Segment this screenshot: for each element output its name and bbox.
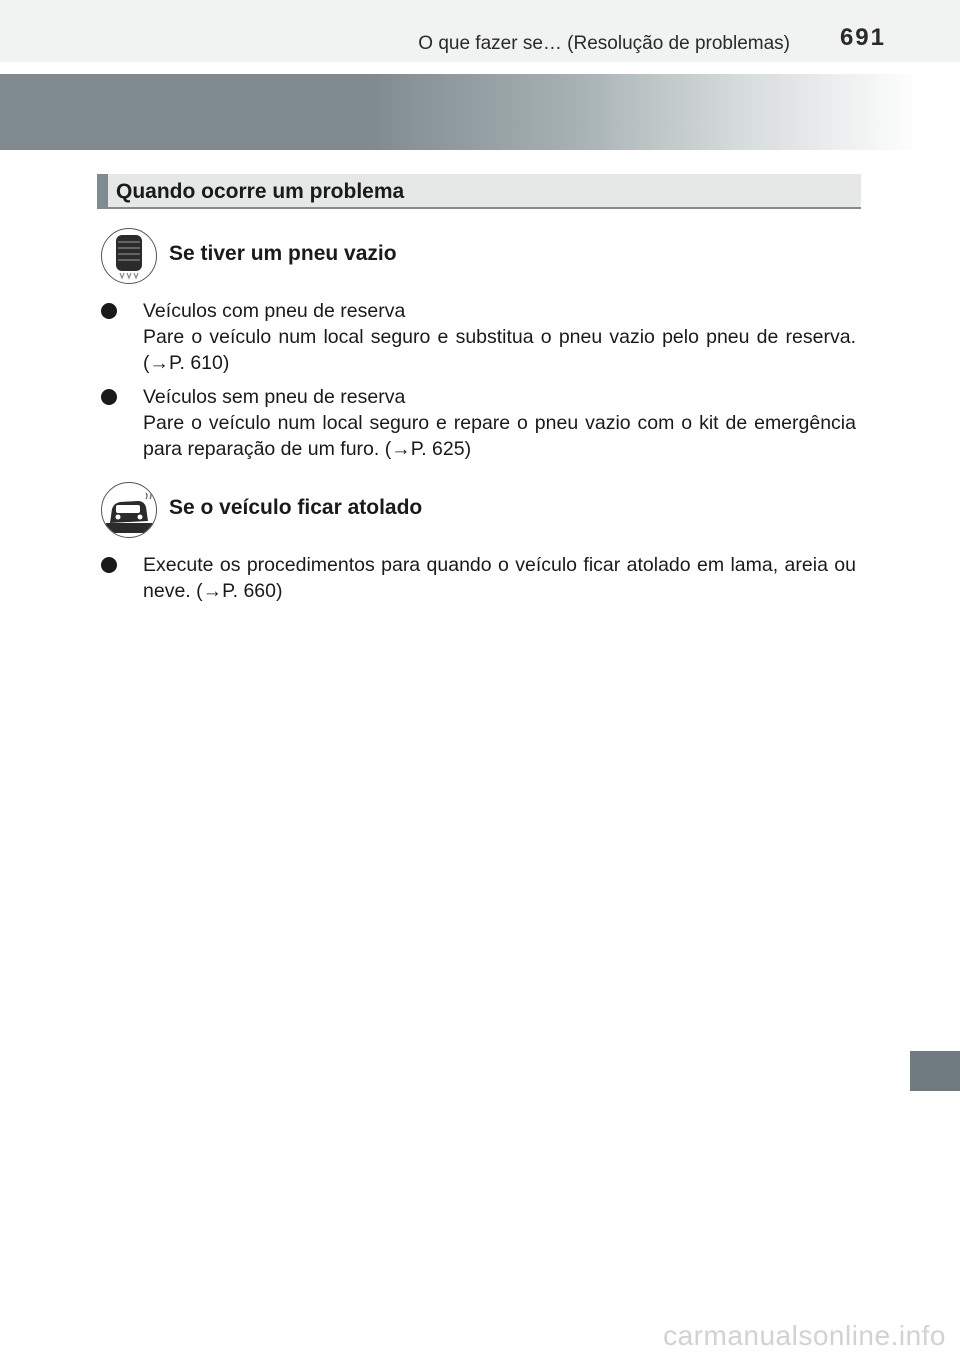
bullet-icon [101, 389, 117, 405]
item-text: Pare o veículo num local seguro e substitua o pneu vazio pelo pneu de reserva. (→P. 610) [143, 326, 856, 374]
chapter-tab [910, 1051, 960, 1091]
item-label: Veículos com pneu de reserva [143, 300, 406, 322]
chapter-title: O que fazer se… (Resolução de problemas) [418, 33, 790, 54]
page-header [0, 0, 960, 62]
bullet-icon [101, 303, 117, 319]
tire-icon [101, 228, 157, 284]
subheading-title: Se o veículo ficar atolado [169, 496, 423, 519]
watermark: carmanualsonline.info [663, 1320, 946, 1351]
section-title: Quando ocorre um problema [116, 180, 405, 203]
stuck-car-icon [101, 482, 157, 538]
item-label: Veículos sem pneu de reserva [143, 386, 406, 408]
list-item [101, 552, 856, 604]
subheading-title: Se tiver um pneu vazio [169, 242, 397, 265]
subheading-flat-tire [101, 228, 601, 286]
section-header [97, 174, 861, 209]
item-text: Pare o veículo num local seguro e repare o pneu vazio com o kit de emergência para reparação de um furo. (→P. 625) [143, 412, 856, 460]
bullet-icon [101, 557, 117, 573]
list-item [101, 298, 856, 376]
list-item [101, 384, 856, 462]
header-gradient-band [0, 74, 920, 150]
subheading-stuck-vehicle [101, 482, 601, 540]
page-number: 691 [839, 24, 886, 51]
item-text: Execute os procedimentos para quando o veículo ficar atolado em lama, areia ou neve. (→P. 660) [143, 554, 856, 602]
